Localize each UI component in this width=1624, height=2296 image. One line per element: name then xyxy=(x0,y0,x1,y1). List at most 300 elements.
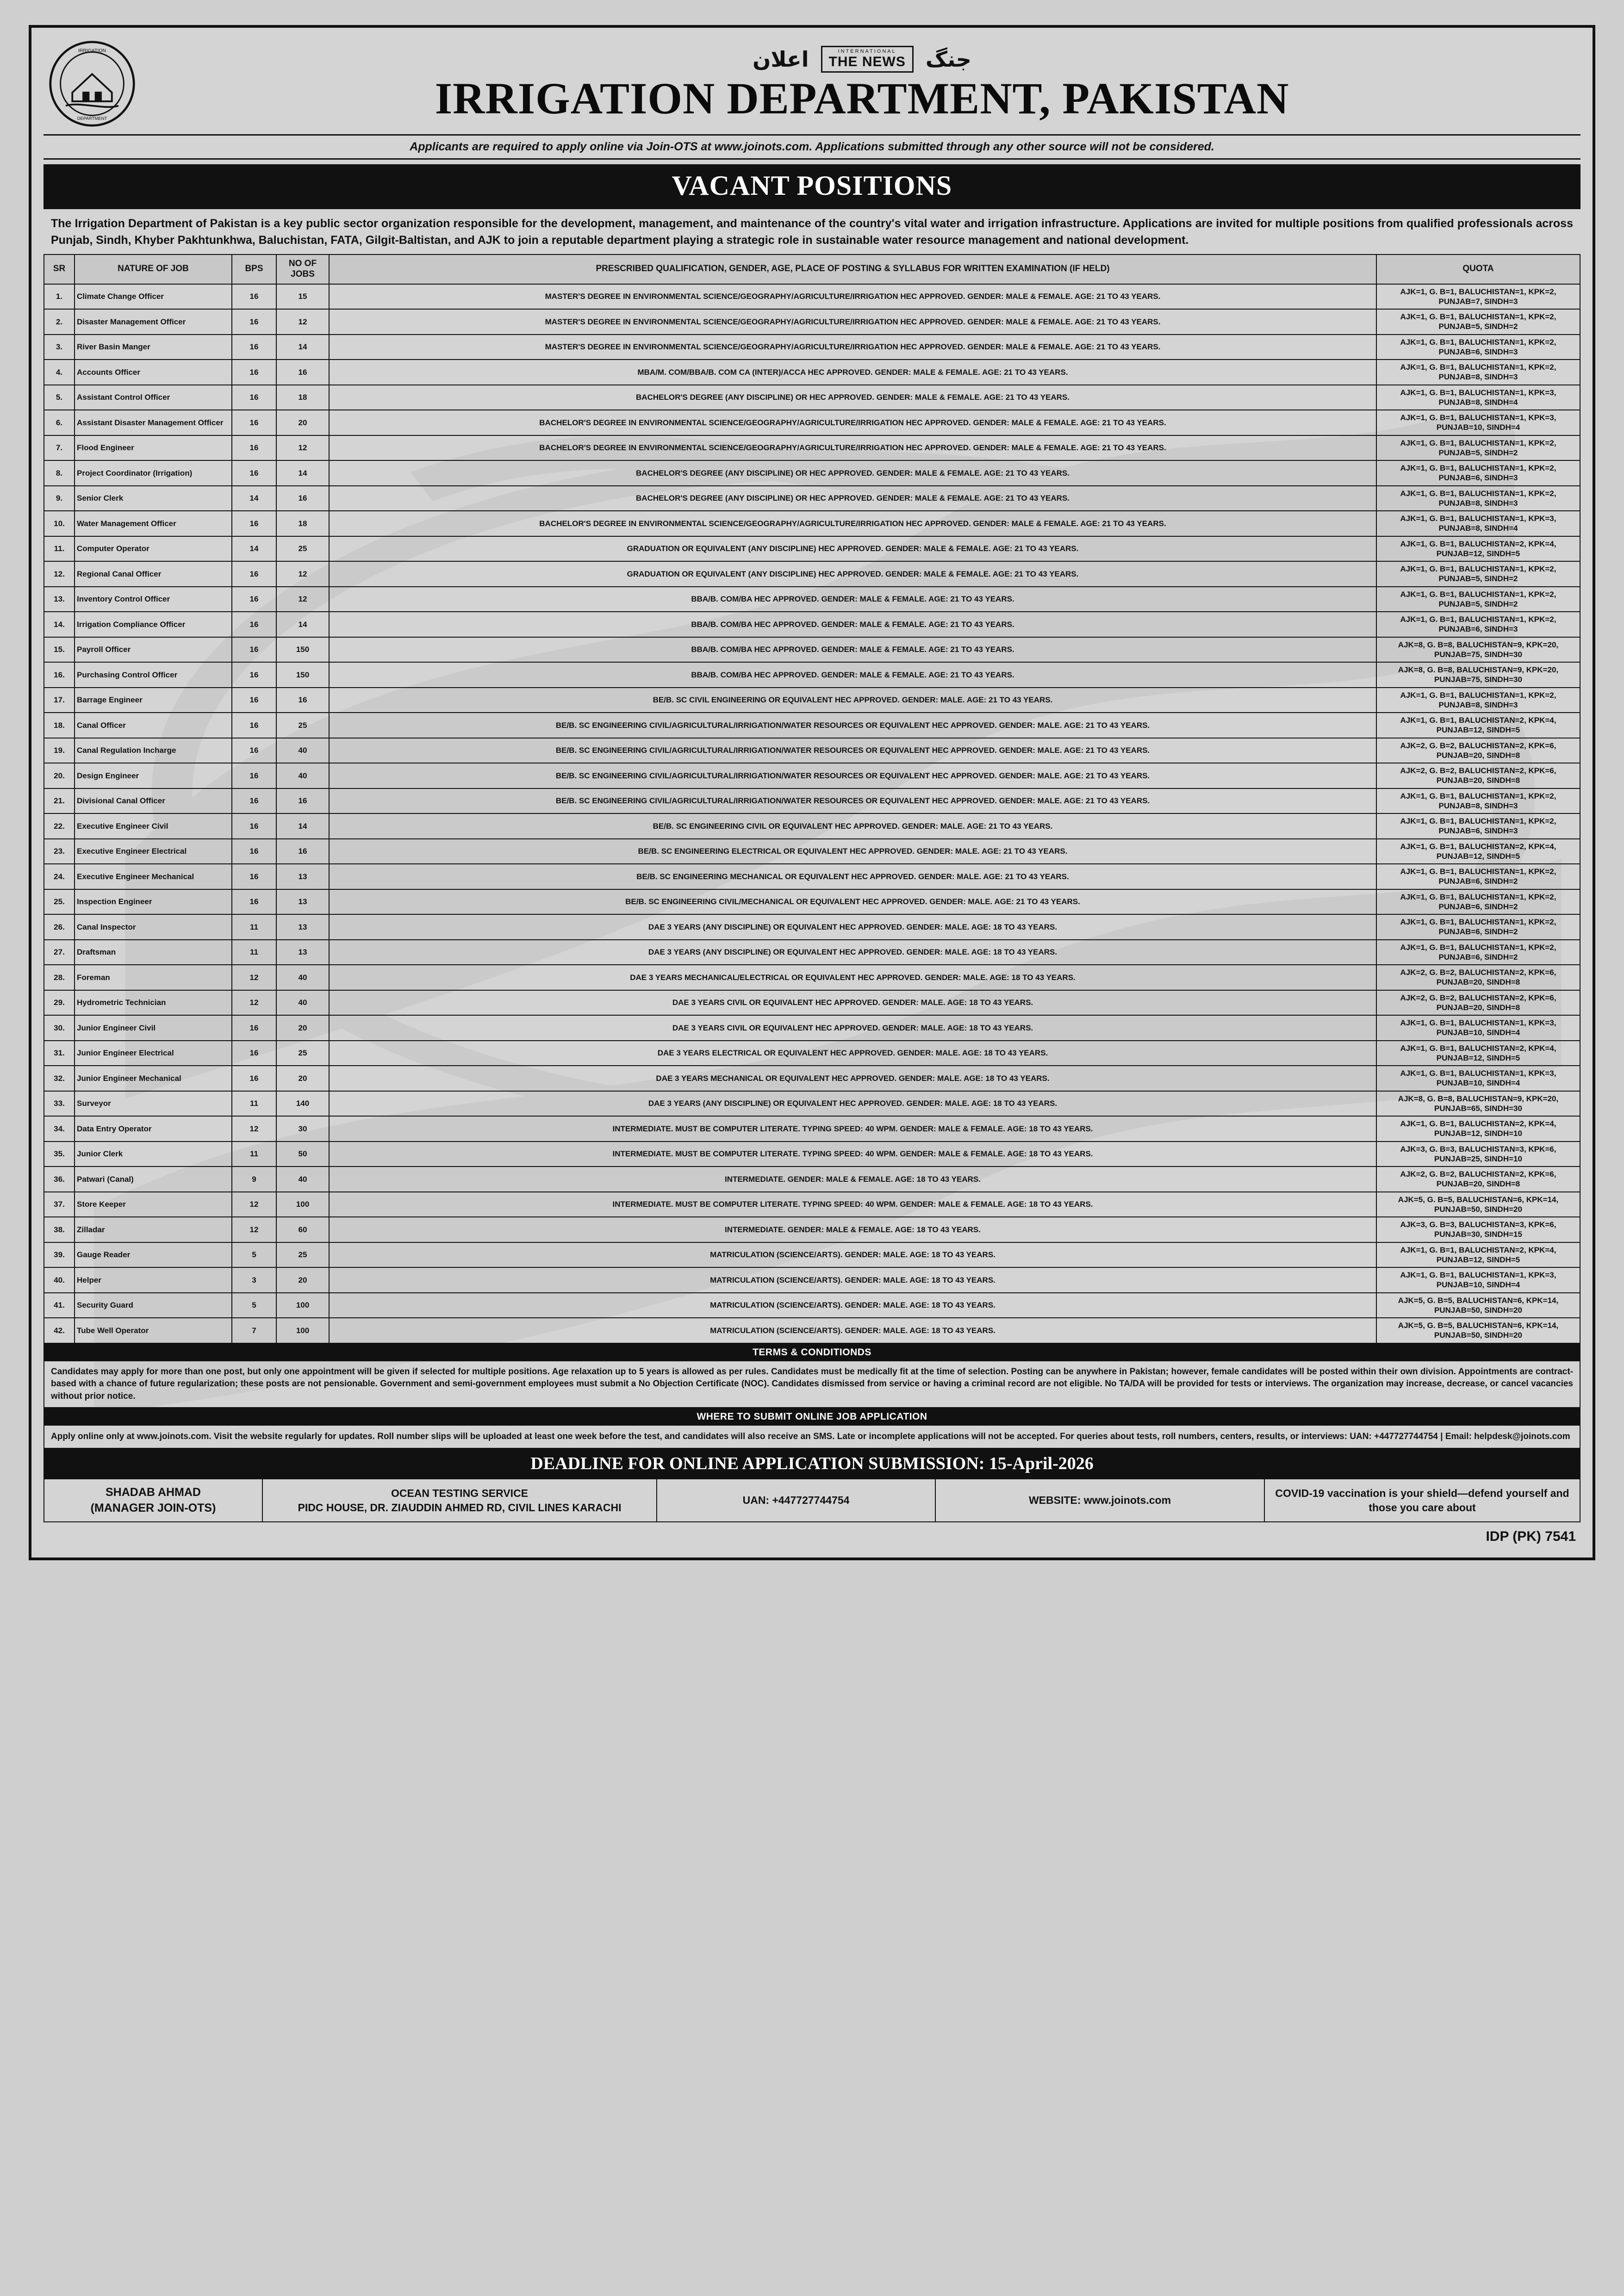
cell-bps: 16 xyxy=(232,360,276,385)
table-row xyxy=(44,1192,1580,1217)
table-row xyxy=(44,864,1580,889)
jobs-table xyxy=(44,254,1580,1344)
col-quota: QUOTA xyxy=(1376,254,1580,284)
cell-no-of-jobs: 14 xyxy=(276,335,329,360)
cell-qualification: MATRICULATION (SCIENCE/ARTS). GENDER: MALE. AGE: 18 TO 43 YEARS. xyxy=(329,1242,1376,1268)
cell-job-title: Design Engineer xyxy=(75,763,232,788)
cell-quota: AJK=1, G. B=1, BALUCHISTAN=1, KPK=3, PUNJAB=10, SINDH=4 xyxy=(1376,1015,1580,1041)
cell-bps: 5 xyxy=(232,1293,276,1318)
table-row xyxy=(44,335,1580,360)
table-row xyxy=(44,435,1580,461)
cell-qualification: MATRICULATION (SCIENCE/ARTS). GENDER: MALE. AGE: 18 TO 43 YEARS. xyxy=(329,1267,1376,1293)
cell-no-of-jobs: 100 xyxy=(276,1293,329,1318)
cell-sr: 30. xyxy=(44,1015,75,1041)
table-header-row xyxy=(44,254,1580,284)
table-row xyxy=(44,1066,1580,1091)
cell-quota: AJK=1, G. B=1, BALUCHISTAN=1, KPK=2, PUNJAB=6, SINDH=3 xyxy=(1376,813,1580,839)
cell-sr: 21. xyxy=(44,788,75,814)
footer-row xyxy=(44,1479,1580,1523)
cell-job-title: Foreman xyxy=(75,965,232,990)
cell-quota: AJK=1, G. B=1, BALUCHISTAN=1, KPK=2, PUNJAB=5, SINDH=2 xyxy=(1376,587,1580,612)
table-row xyxy=(44,738,1580,763)
table-row xyxy=(44,763,1580,788)
cell-qualification: BACHELOR'S DEGREE (ANY DISCIPLINE) OR HEC APPROVED. GENDER: MALE & FEMALE. AGE: 21 TO 43 YEARS. xyxy=(329,385,1376,410)
cell-bps: 5 xyxy=(232,1242,276,1268)
cell-no-of-jobs: 50 xyxy=(276,1142,329,1167)
cell-qualification: BBA/B. COM/BA HEC APPROVED. GENDER: MALE & FEMALE. AGE: 21 TO 43 YEARS. xyxy=(329,612,1376,637)
cell-bps: 16 xyxy=(232,713,276,738)
cell-job-title: Divisional Canal Officer xyxy=(75,788,232,814)
table-row xyxy=(44,688,1580,713)
cell-job-title: Patwari (Canal) xyxy=(75,1167,232,1192)
cell-quota: AJK=2, G. B=2, BALUCHISTAN=2, KPK=6, PUNJAB=20, SINDH=8 xyxy=(1376,990,1580,1016)
footer-manager xyxy=(44,1479,263,1522)
cell-sr: 17. xyxy=(44,688,75,713)
cell-no-of-jobs: 100 xyxy=(276,1318,329,1343)
cell-bps: 16 xyxy=(232,1015,276,1041)
cell-job-title: Accounts Officer xyxy=(75,360,232,385)
footer-testing-service xyxy=(263,1479,657,1522)
cell-quota: AJK=5, G. B=5, BALUCHISTAN=6, KPK=14, PUNJAB=50, SINDH=20 xyxy=(1376,1318,1580,1343)
cell-no-of-jobs: 40 xyxy=(276,990,329,1016)
cell-quota: AJK=1, G. B=1, BALUCHISTAN=2, KPK=4, PUNJAB=12, SINDH=10 xyxy=(1376,1116,1580,1142)
cell-sr: 20. xyxy=(44,763,75,788)
cell-job-title: Junior Engineer Mechanical xyxy=(75,1066,232,1091)
table-row xyxy=(44,360,1580,385)
col-qualification: PRESCRIBED QUALIFICATION, GENDER, AGE, PLACE OF POSTING & SYLLABUS FOR WRITTEN EXAMINATION (IF HELD) xyxy=(329,254,1376,284)
cell-quota: AJK=1, G. B=1, BALUCHISTAN=1, KPK=2, PUNJAB=6, SINDH=3 xyxy=(1376,612,1580,637)
cell-qualification: INTERMEDIATE. MUST BE COMPUTER LITERATE. TYPING SPEED: 40 WPM. GENDER: MALE & FEMALE. AGE: 18 TO 43 YEARS. xyxy=(329,1192,1376,1217)
cell-sr: 28. xyxy=(44,965,75,990)
cell-sr: 40. xyxy=(44,1267,75,1293)
cell-job-title: Canal Inspector xyxy=(75,914,232,940)
cell-bps: 16 xyxy=(232,612,276,637)
cell-no-of-jobs: 25 xyxy=(276,1242,329,1268)
the-news-logo xyxy=(821,46,914,73)
cell-bps: 16 xyxy=(232,637,276,663)
cell-quota: AJK=1, G. B=1, BALUCHISTAN=1, KPK=2, PUNJAB=5, SINDH=2 xyxy=(1376,309,1580,335)
cell-sr: 2. xyxy=(44,309,75,335)
urdu-masthead-1: اعلان xyxy=(753,46,809,72)
cell-bps: 11 xyxy=(232,1091,276,1117)
cell-quota: AJK=1, G. B=1, BALUCHISTAN=1, KPK=3, PUNJAB=8, SINDH=4 xyxy=(1376,511,1580,536)
cell-bps: 7 xyxy=(232,1318,276,1343)
svg-text:DEPARTMENT: DEPARTMENT xyxy=(77,116,107,121)
table-row xyxy=(44,914,1580,940)
cell-qualification: BACHELOR'S DEGREE IN ENVIRONMENTAL SCIENCE/GEOGRAPHY/AGRICULTURE/IRRIGATION HEC APPROVED. GENDER: MALE & FEMALE. AGE: 21 TO 43 YEARS. xyxy=(329,410,1376,435)
footer-uan: UAN: +447727744754 xyxy=(657,1479,936,1522)
cell-bps: 12 xyxy=(232,965,276,990)
cell-sr: 26. xyxy=(44,914,75,940)
cell-job-title: Executive Engineer Civil xyxy=(75,813,232,839)
cell-bps: 12 xyxy=(232,1217,276,1242)
cell-job-title: Junior Clerk xyxy=(75,1142,232,1167)
table-row xyxy=(44,1217,1580,1242)
table-row xyxy=(44,1267,1580,1293)
cell-no-of-jobs: 18 xyxy=(276,385,329,410)
table-row xyxy=(44,385,1580,410)
cell-sr: 14. xyxy=(44,612,75,637)
cell-no-of-jobs: 20 xyxy=(276,1015,329,1041)
cell-job-title: Draftsman xyxy=(75,940,232,965)
cell-sr: 7. xyxy=(44,435,75,461)
cell-job-title: Security Guard xyxy=(75,1293,232,1318)
table-row xyxy=(44,889,1580,915)
cell-no-of-jobs: 12 xyxy=(276,587,329,612)
cell-no-of-jobs: 20 xyxy=(276,1267,329,1293)
manager-name: SHADAB AHMAD xyxy=(105,1485,201,1499)
table-row xyxy=(44,410,1580,435)
cell-sr: 11. xyxy=(44,536,75,562)
cell-qualification: INTERMEDIATE. MUST BE COMPUTER LITERATE. TYPING SPEED: 40 WPM. GENDER: MALE & FEMALE. AGE: 18 TO 43 YEARS. xyxy=(329,1142,1376,1167)
table-row xyxy=(44,1318,1580,1343)
cell-qualification: DAE 3 YEARS CIVIL OR EQUIVALENT HEC APPROVED. GENDER: MALE. AGE: 18 TO 43 YEARS. xyxy=(329,990,1376,1016)
cell-bps: 16 xyxy=(232,864,276,889)
cell-quota: AJK=2, G. B=2, BALUCHISTAN=2, KPK=6, PUNJAB=20, SINDH=8 xyxy=(1376,738,1580,763)
table-row xyxy=(44,1142,1580,1167)
cell-bps: 16 xyxy=(232,435,276,461)
cell-sr: 9. xyxy=(44,486,75,511)
department-logo-icon xyxy=(48,40,136,128)
cell-quota: AJK=8, G. B=8, BALUCHISTAN=9, KPK=20, PUNJAB=75, SINDH=30 xyxy=(1376,637,1580,663)
cell-sr: 10. xyxy=(44,511,75,536)
cell-qualification: MASTER'S DEGREE IN ENVIRONMENTAL SCIENCE/GEOGRAPHY/AGRICULTURE/IRRIGATION HEC APPROVED. GENDER: MALE & FEMALE. AGE: 21 TO 43 YEARS. xyxy=(329,284,1376,310)
cell-bps: 16 xyxy=(232,561,276,587)
cell-quota: AJK=1, G. B=1, BALUCHISTAN=1, KPK=2, PUNJAB=8, SINDH=3 xyxy=(1376,688,1580,713)
cell-quota: AJK=1, G. B=1, BALUCHISTAN=1, KPK=2, PUNJAB=8, SINDH=3 xyxy=(1376,788,1580,814)
cell-job-title: Irrigation Compliance Officer xyxy=(75,612,232,637)
cell-bps: 9 xyxy=(232,1167,276,1192)
table-row xyxy=(44,1041,1580,1066)
cell-quota: AJK=1, G. B=1, BALUCHISTAN=2, KPK=4, PUNJAB=12, SINDH=5 xyxy=(1376,839,1580,864)
cell-qualification: BBA/B. COM/BA HEC APPROVED. GENDER: MALE & FEMALE. AGE: 21 TO 43 YEARS. xyxy=(329,587,1376,612)
cell-no-of-jobs: 25 xyxy=(276,1041,329,1066)
cell-quota: AJK=1, G. B=1, BALUCHISTAN=1, KPK=2, PUNJAB=6, SINDH=2 xyxy=(1376,940,1580,965)
cell-qualification: INTERMEDIATE. GENDER: MALE & FEMALE. AGE: 18 TO 43 YEARS. xyxy=(329,1217,1376,1242)
cell-no-of-jobs: 25 xyxy=(276,713,329,738)
cell-qualification: BACHELOR'S DEGREE (ANY DISCIPLINE) OR HEC APPROVED. GENDER: MALE & FEMALE. AGE: 21 TO 43 YEARS. xyxy=(329,460,1376,486)
cell-sr: 38. xyxy=(44,1217,75,1242)
cell-qualification: GRADUATION OR EQUIVALENT (ANY DISCIPLINE) HEC APPROVED. GENDER: MALE & FEMALE. AGE: 21 TO 43 YEARS. xyxy=(329,561,1376,587)
cell-no-of-jobs: 16 xyxy=(276,360,329,385)
cell-no-of-jobs: 12 xyxy=(276,435,329,461)
cell-job-title: Payroll Officer xyxy=(75,637,232,663)
table-row xyxy=(44,1015,1580,1041)
cell-bps: 11 xyxy=(232,914,276,940)
cell-qualification: BE/B. SC ENGINEERING CIVIL/AGRICULTURAL/IRRIGATION/WATER RESOURCES OR EQUIVALENT HEC APPROVED. GENDER: MALE. AGE: 21 TO 43 YEARS. xyxy=(329,763,1376,788)
cell-sr: 29. xyxy=(44,990,75,1016)
table-row xyxy=(44,1116,1580,1142)
urdu-masthead-2: جنگ xyxy=(925,46,971,72)
table-row xyxy=(44,486,1580,511)
intro-paragraph: The Irrigation Department of Pakistan is a key public sector organization responsible for the development, management, and maintenance of the country's vital water and irrigation infrastructure. Applications are invited for multiple positions from qualified professionals across Punjab, Sindh, Khyber Pakhtunkhwa, Baluchistan, FATA, Gilgit-Baltistan, and AJK to join a reputable department playing a strategic role in sustainable water resource management and national development. xyxy=(51,217,1573,247)
cell-qualification: MATRICULATION (SCIENCE/ARTS). GENDER: MALE. AGE: 18 TO 43 YEARS. xyxy=(329,1293,1376,1318)
cell-job-title: Helper xyxy=(75,1267,232,1293)
page-title: IRRIGATION DEPARTMENT, PAKISTAN xyxy=(435,73,1289,123)
cell-bps: 16 xyxy=(232,1041,276,1066)
table-row xyxy=(44,1091,1580,1117)
table-row xyxy=(44,309,1580,335)
cell-job-title: Executive Engineer Mechanical xyxy=(75,864,232,889)
cell-no-of-jobs: 40 xyxy=(276,738,329,763)
terms-body: Candidates may apply for more than one post, but only one appointment will be given if selected for multiple positions. Age relaxation up to 5 years is allowed as per rules. Candidates must be medically fit at the time of selection. Posting can be anywhere in Pakistan; however, female candidates will be posted within their own division. Appointments are contract-based with a chance of future regularization; these posts are not pensionable. Government and semi-government employees must submit a No Objection Certificate (NOC). Candidates dismissed from service or having a criminal record are not eligible. No TA/DA will be provided for tests or interviews. The organization may increase, decrease, or cancel vacancies without prior notice. xyxy=(44,1361,1580,1409)
cell-job-title: Gauge Reader xyxy=(75,1242,232,1268)
cell-no-of-jobs: 40 xyxy=(276,965,329,990)
cell-qualification: DAE 3 YEARS MECHANICAL/ELECTRICAL OR EQUIVALENT HEC APPROVED. GENDER: MALE. AGE: 18 TO 43 YEARS. xyxy=(329,965,1376,990)
footer-website[interactable]: WEBSITE: www.joinots.com xyxy=(936,1479,1265,1522)
cell-no-of-jobs: 25 xyxy=(276,536,329,562)
cell-no-of-jobs: 13 xyxy=(276,914,329,940)
cell-quota: AJK=1, G. B=1, BALUCHISTAN=2, KPK=4, PUNJAB=12, SINDH=5 xyxy=(1376,536,1580,562)
cell-job-title: Inspection Engineer xyxy=(75,889,232,915)
cell-qualification: DAE 3 YEARS CIVIL OR EQUIVALENT HEC APPROVED. GENDER: MALE. AGE: 18 TO 43 YEARS. xyxy=(329,1015,1376,1041)
table-row xyxy=(44,511,1580,536)
cell-sr: 18. xyxy=(44,713,75,738)
footer-covid-note: COVID-19 vaccination is your shield—defend yourself and those you care about xyxy=(1275,1487,1569,1514)
cell-qualification: BBA/B. COM/BA HEC APPROVED. GENDER: MALE & FEMALE. AGE: 21 TO 43 YEARS. xyxy=(329,662,1376,688)
cell-sr: 15. xyxy=(44,637,75,663)
cell-quota: AJK=3, G. B=3, BALUCHISTAN=3, KPK=6, PUNJAB=25, SINDH=10 xyxy=(1376,1142,1580,1167)
cell-sr: 8. xyxy=(44,460,75,486)
cell-qualification: DAE 3 YEARS ELECTRICAL OR EQUIVALENT HEC APPROVED. GENDER: MALE. AGE: 18 TO 43 YEARS. xyxy=(329,1041,1376,1066)
cell-bps: 16 xyxy=(232,688,276,713)
vacant-positions-banner: VACANT POSITIONS xyxy=(44,164,1580,209)
cell-qualification: BE/B. SC ENGINEERING ELECTRICAL OR EQUIVALENT HEC APPROVED. GENDER: MALE. AGE: 21 TO 43 YEARS. xyxy=(329,839,1376,864)
cell-bps: 11 xyxy=(232,1142,276,1167)
cell-no-of-jobs: 20 xyxy=(276,1066,329,1091)
table-row xyxy=(44,460,1580,486)
cell-quota: AJK=1, G. B=1, BALUCHISTAN=1, KPK=2, PUNJAB=6, SINDH=3 xyxy=(1376,335,1580,360)
table-row xyxy=(44,839,1580,864)
cell-job-title: Disaster Management Officer xyxy=(75,309,232,335)
cell-bps: 11 xyxy=(232,940,276,965)
cell-bps: 16 xyxy=(232,1066,276,1091)
cell-job-title: Surveyor xyxy=(75,1091,232,1117)
cell-quota: AJK=1, G. B=1, BALUCHISTAN=1, KPK=2, PUNJAB=6, SINDH=2 xyxy=(1376,864,1580,889)
cell-job-title: Hydrometric Technician xyxy=(75,990,232,1016)
table-row xyxy=(44,713,1580,738)
table-row xyxy=(44,965,1580,990)
cell-qualification: BACHELOR'S DEGREE IN ENVIRONMENTAL SCIENCE/GEOGRAPHY/AGRICULTURE/IRRIGATION HEC APPROVED. GENDER: MALE & FEMALE. AGE: 21 TO 43 YEARS. xyxy=(329,511,1376,536)
table-row xyxy=(44,1293,1580,1318)
table-row xyxy=(44,561,1580,587)
org-name: OCEAN TESTING SERVICE xyxy=(391,1487,529,1499)
cell-no-of-jobs: 12 xyxy=(276,561,329,587)
cell-sr: 42. xyxy=(44,1318,75,1343)
cell-quota: AJK=1, G. B=1, BALUCHISTAN=2, KPK=4, PUNJAB=12, SINDH=5 xyxy=(1376,713,1580,738)
cell-bps: 16 xyxy=(232,763,276,788)
table-row xyxy=(44,587,1580,612)
cell-qualification: BE/B. SC ENGINEERING MECHANICAL OR EQUIVALENT HEC APPROVED. GENDER: MALE. AGE: 21 TO 43 YEARS. xyxy=(329,864,1376,889)
cell-sr: 39. xyxy=(44,1242,75,1268)
cell-qualification: INTERMEDIATE. MUST BE COMPUTER LITERATE. TYPING SPEED: 40 WPM. GENDER: MALE & FEMALE. AGE: 18 TO 43 YEARS. xyxy=(329,1116,1376,1142)
cell-qualification: BACHELOR'S DEGREE (ANY DISCIPLINE) OR HEC APPROVED. GENDER: MALE & FEMALE. AGE: 21 TO 43 YEARS. xyxy=(329,486,1376,511)
cell-sr: 6. xyxy=(44,410,75,435)
table-row xyxy=(44,940,1580,965)
cell-job-title: Canal Officer xyxy=(75,713,232,738)
manager-role: (MANAGER JOIN-OTS) xyxy=(90,1501,216,1514)
cell-sr: 16. xyxy=(44,662,75,688)
cell-job-title: Junior Engineer Electrical xyxy=(75,1041,232,1066)
cell-quota: AJK=5, G. B=5, BALUCHISTAN=6, KPK=14, PUNJAB=50, SINDH=20 xyxy=(1376,1293,1580,1318)
cell-job-title: Computer Operator xyxy=(75,536,232,562)
table-row xyxy=(44,612,1580,637)
cell-quota: AJK=1, G. B=1, BALUCHISTAN=1, KPK=2, PUNJAB=8, SINDH=3 xyxy=(1376,486,1580,511)
cell-sr: 33. xyxy=(44,1091,75,1117)
cell-sr: 25. xyxy=(44,889,75,915)
table-row xyxy=(44,990,1580,1016)
cell-qualification: BE/B. SC ENGINEERING CIVIL/MECHANICAL OR EQUIVALENT HEC APPROVED. GENDER: MALE. AGE: 21 TO 43 YEARS. xyxy=(329,889,1376,915)
cell-quota: AJK=1, G. B=1, BALUCHISTAN=1, KPK=3, PUNJAB=8, SINDH=4 xyxy=(1376,385,1580,410)
cell-bps: 14 xyxy=(232,486,276,511)
cell-bps: 16 xyxy=(232,738,276,763)
cell-no-of-jobs: 20 xyxy=(276,410,329,435)
cell-job-title: Inventory Control Officer xyxy=(75,587,232,612)
cell-bps: 16 xyxy=(232,385,276,410)
cell-job-title: Water Management Officer xyxy=(75,511,232,536)
svg-text:IRRIGATION: IRRIGATION xyxy=(78,48,106,54)
cell-quota: AJK=1, G. B=1, BALUCHISTAN=2, KPK=4, PUNJAB=12, SINDH=5 xyxy=(1376,1041,1580,1066)
submission-heading: WHERE TO SUBMIT ONLINE JOB APPLICATION xyxy=(44,1408,1580,1426)
cell-no-of-jobs: 14 xyxy=(276,460,329,486)
table-row xyxy=(44,662,1580,688)
cell-no-of-jobs: 140 xyxy=(276,1091,329,1117)
cell-quota: AJK=2, G. B=2, BALUCHISTAN=2, KPK=6, PUNJAB=20, SINDH=8 xyxy=(1376,763,1580,788)
table-row xyxy=(44,813,1580,839)
cell-job-title: Regional Canal Officer xyxy=(75,561,232,587)
cell-bps: 3 xyxy=(232,1267,276,1293)
cell-bps: 12 xyxy=(232,1192,276,1217)
cell-quota: AJK=8, G. B=8, BALUCHISTAN=9, KPK=20, PUNJAB=75, SINDH=30 xyxy=(1376,662,1580,688)
cell-no-of-jobs: 60 xyxy=(276,1217,329,1242)
cell-qualification: MBA/M. COM/BBA/B. COM CA (INTER)/ACCA HEC APPROVED. GENDER: MALE & FEMALE. AGE: 21 TO 43 YEARS. xyxy=(329,360,1376,385)
cell-bps: 16 xyxy=(232,410,276,435)
cell-job-title: Tube Well Operator xyxy=(75,1318,232,1343)
cell-no-of-jobs: 12 xyxy=(276,309,329,335)
cell-quota: AJK=1, G. B=1, BALUCHISTAN=2, KPK=4, PUNJAB=12, SINDH=5 xyxy=(1376,1242,1580,1268)
cell-bps: 16 xyxy=(232,889,276,915)
cell-qualification: BE/B. SC CIVIL ENGINEERING OR EQUIVALENT HEC APPROVED. GENDER: MALE. AGE: 21 TO 43 YEARS. xyxy=(329,688,1376,713)
cell-sr: 34. xyxy=(44,1116,75,1142)
cell-quota: AJK=2, G. B=2, BALUCHISTAN=2, KPK=6, PUNJAB=20, SINDH=8 xyxy=(1376,965,1580,990)
cell-bps: 16 xyxy=(232,335,276,360)
cell-bps: 16 xyxy=(232,284,276,310)
cell-job-title: Climate Change Officer xyxy=(75,284,232,310)
cell-bps: 16 xyxy=(232,813,276,839)
idp-reference: IDP (PK) 7541 xyxy=(1486,1529,1576,1545)
cell-job-title: River Basin Manger xyxy=(75,335,232,360)
cell-quota: AJK=1, G. B=1, BALUCHISTAN=1, KPK=2, PUNJAB=6, SINDH=2 xyxy=(1376,914,1580,940)
cell-sr: 23. xyxy=(44,839,75,864)
cell-no-of-jobs: 40 xyxy=(276,763,329,788)
table-row xyxy=(44,284,1580,310)
cell-no-of-jobs: 16 xyxy=(276,788,329,814)
deadline-banner: DEADLINE FOR ONLINE APPLICATION SUBMISSION: 15-April-2026 xyxy=(44,1449,1580,1479)
cell-bps: 16 xyxy=(232,839,276,864)
cell-no-of-jobs: 100 xyxy=(276,1192,329,1217)
cell-bps: 12 xyxy=(232,1116,276,1142)
col-no-of-jobs: NO OF JOBS xyxy=(276,254,329,284)
cell-sr: 35. xyxy=(44,1142,75,1167)
cell-quota: AJK=1, G. B=1, BALUCHISTAN=1, KPK=2, PUNJAB=7, SINDH=3 xyxy=(1376,284,1580,310)
table-row xyxy=(44,637,1580,663)
the-news-sub: INTERNATIONAL xyxy=(838,48,896,54)
cell-sr: 22. xyxy=(44,813,75,839)
cell-quota: AJK=1, G. B=1, BALUCHISTAN=1, KPK=3, PUNJAB=10, SINDH=4 xyxy=(1376,1267,1580,1293)
poster-header xyxy=(44,38,1580,129)
cell-no-of-jobs: 14 xyxy=(276,813,329,839)
cell-sr: 27. xyxy=(44,940,75,965)
cell-quota: AJK=1, G. B=1, BALUCHISTAN=1, KPK=3, PUNJAB=10, SINDH=4 xyxy=(1376,1066,1580,1091)
cell-job-title: Assistant Control Officer xyxy=(75,385,232,410)
cell-no-of-jobs: 150 xyxy=(276,662,329,688)
cell-no-of-jobs: 40 xyxy=(276,1167,329,1192)
cell-no-of-jobs: 16 xyxy=(276,688,329,713)
table-row xyxy=(44,1167,1580,1192)
cell-bps: 16 xyxy=(232,662,276,688)
table-row xyxy=(44,1242,1580,1268)
cell-quota: AJK=1, G. B=1, BALUCHISTAN=1, KPK=2, PUNJAB=6, SINDH=3 xyxy=(1376,460,1580,486)
cell-bps: 16 xyxy=(232,587,276,612)
terms-heading: TERMS & CONDITIONDS xyxy=(44,1344,1580,1361)
cell-qualification: BE/B. SC ENGINEERING CIVIL/AGRICULTURAL/IRRIGATION/WATER RESOURCES OR EQUIVALENT HEC APPROVED. GENDER: MALE. AGE: 21 TO 43 YEARS. xyxy=(329,713,1376,738)
table-row xyxy=(44,536,1580,562)
cell-qualification: BE/B. SC ENGINEERING CIVIL/AGRICULTURAL/IRRIGATION/WATER RESOURCES OR EQUIVALENT HEC APPROVED. GENDER: MALE. AGE: 21 TO 43 YEARS. xyxy=(329,738,1376,763)
cell-sr: 3. xyxy=(44,335,75,360)
cell-bps: 12 xyxy=(232,990,276,1016)
cell-sr: 4. xyxy=(44,360,75,385)
cell-qualification: DAE 3 YEARS (ANY DISCIPLINE) OR EQUIVALENT HEC APPROVED. GENDER: MALE. AGE: 18 TO 43 YEARS. xyxy=(329,940,1376,965)
cell-job-title: Data Entry Operator xyxy=(75,1116,232,1142)
cell-job-title: Canal Regulation Incharge xyxy=(75,738,232,763)
cell-no-of-jobs: 13 xyxy=(276,940,329,965)
the-news-text: THE NEWS xyxy=(828,54,906,69)
cell-job-title: Zilladar xyxy=(75,1217,232,1242)
advertisement-sheet xyxy=(29,25,1595,1560)
cell-job-title: Barrage Engineer xyxy=(75,688,232,713)
cell-quota: AJK=5, G. B=5, BALUCHISTAN=6, KPK=14, PUNJAB=50, SINDH=20 xyxy=(1376,1192,1580,1217)
cell-qualification: DAE 3 YEARS (ANY DISCIPLINE) OR EQUIVALENT HEC APPROVED. GENDER: MALE. AGE: 18 TO 43 YEARS. xyxy=(329,1091,1376,1117)
cell-qualification: BBA/B. COM/BA HEC APPROVED. GENDER: MALE & FEMALE. AGE: 21 TO 43 YEARS. xyxy=(329,637,1376,663)
newspaper-mastheads xyxy=(148,46,1576,73)
cell-bps: 16 xyxy=(232,788,276,814)
cell-no-of-jobs: 14 xyxy=(276,612,329,637)
cell-sr: 12. xyxy=(44,561,75,587)
cell-job-title: Store Keeper xyxy=(75,1192,232,1217)
cell-qualification: BE/B. SC ENGINEERING CIVIL OR EQUIVALENT HEC APPROVED. GENDER: MALE. AGE: 21 TO 43 YEARS. xyxy=(329,813,1376,839)
cell-no-of-jobs: 30 xyxy=(276,1116,329,1142)
cell-bps: 16 xyxy=(232,460,276,486)
cell-sr: 13. xyxy=(44,587,75,612)
cell-qualification: MATRICULATION (SCIENCE/ARTS). GENDER: MALE. AGE: 18 TO 43 YEARS. xyxy=(329,1318,1376,1343)
col-sr: SR xyxy=(44,254,75,284)
cell-no-of-jobs: 18 xyxy=(276,511,329,536)
cell-sr: 41. xyxy=(44,1293,75,1318)
cell-qualification: INTERMEDIATE. GENDER: MALE & FEMALE. AGE: 18 TO 43 YEARS. xyxy=(329,1167,1376,1192)
cell-qualification: BACHELOR'S DEGREE IN ENVIRONMENTAL SCIENCE/GEOGRAPHY/AGRICULTURE/IRRIGATION HEC APPROVED. GENDER: MALE & FEMALE. AGE: 21 TO 43 YEARS. xyxy=(329,435,1376,461)
cell-quota: AJK=1, G. B=1, BALUCHISTAN=1, KPK=2, PUNJAB=5, SINDH=2 xyxy=(1376,435,1580,461)
cell-qualification: DAE 3 YEARS (ANY DISCIPLINE) OR EQUIVALENT HEC APPROVED. GENDER: MALE. AGE: 18 TO 43 YEARS. xyxy=(329,914,1376,940)
cell-job-title: Project Coordinator (Irrigation) xyxy=(75,460,232,486)
col-nature-of-job: NATURE OF JOB xyxy=(75,254,232,284)
cell-sr: 5. xyxy=(44,385,75,410)
cell-qualification: GRADUATION OR EQUIVALENT (ANY DISCIPLINE) HEC APPROVED. GENDER: MALE & FEMALE. AGE: 21 TO 43 YEARS. xyxy=(329,536,1376,562)
cell-job-title: Flood Engineer xyxy=(75,435,232,461)
cell-job-title: Junior Engineer Civil xyxy=(75,1015,232,1041)
cell-job-title: Senior Clerk xyxy=(75,486,232,511)
cell-qualification: MASTER'S DEGREE IN ENVIRONMENTAL SCIENCE/GEOGRAPHY/AGRICULTURE/IRRIGATION HEC APPROVED. GENDER: MALE & FEMALE. AGE: 21 TO 43 YEARS. xyxy=(329,335,1376,360)
cell-qualification: DAE 3 YEARS MECHANICAL OR EQUIVALENT HEC APPROVED. GENDER: MALE. AGE: 18 TO 43 YEARS. xyxy=(329,1066,1376,1091)
